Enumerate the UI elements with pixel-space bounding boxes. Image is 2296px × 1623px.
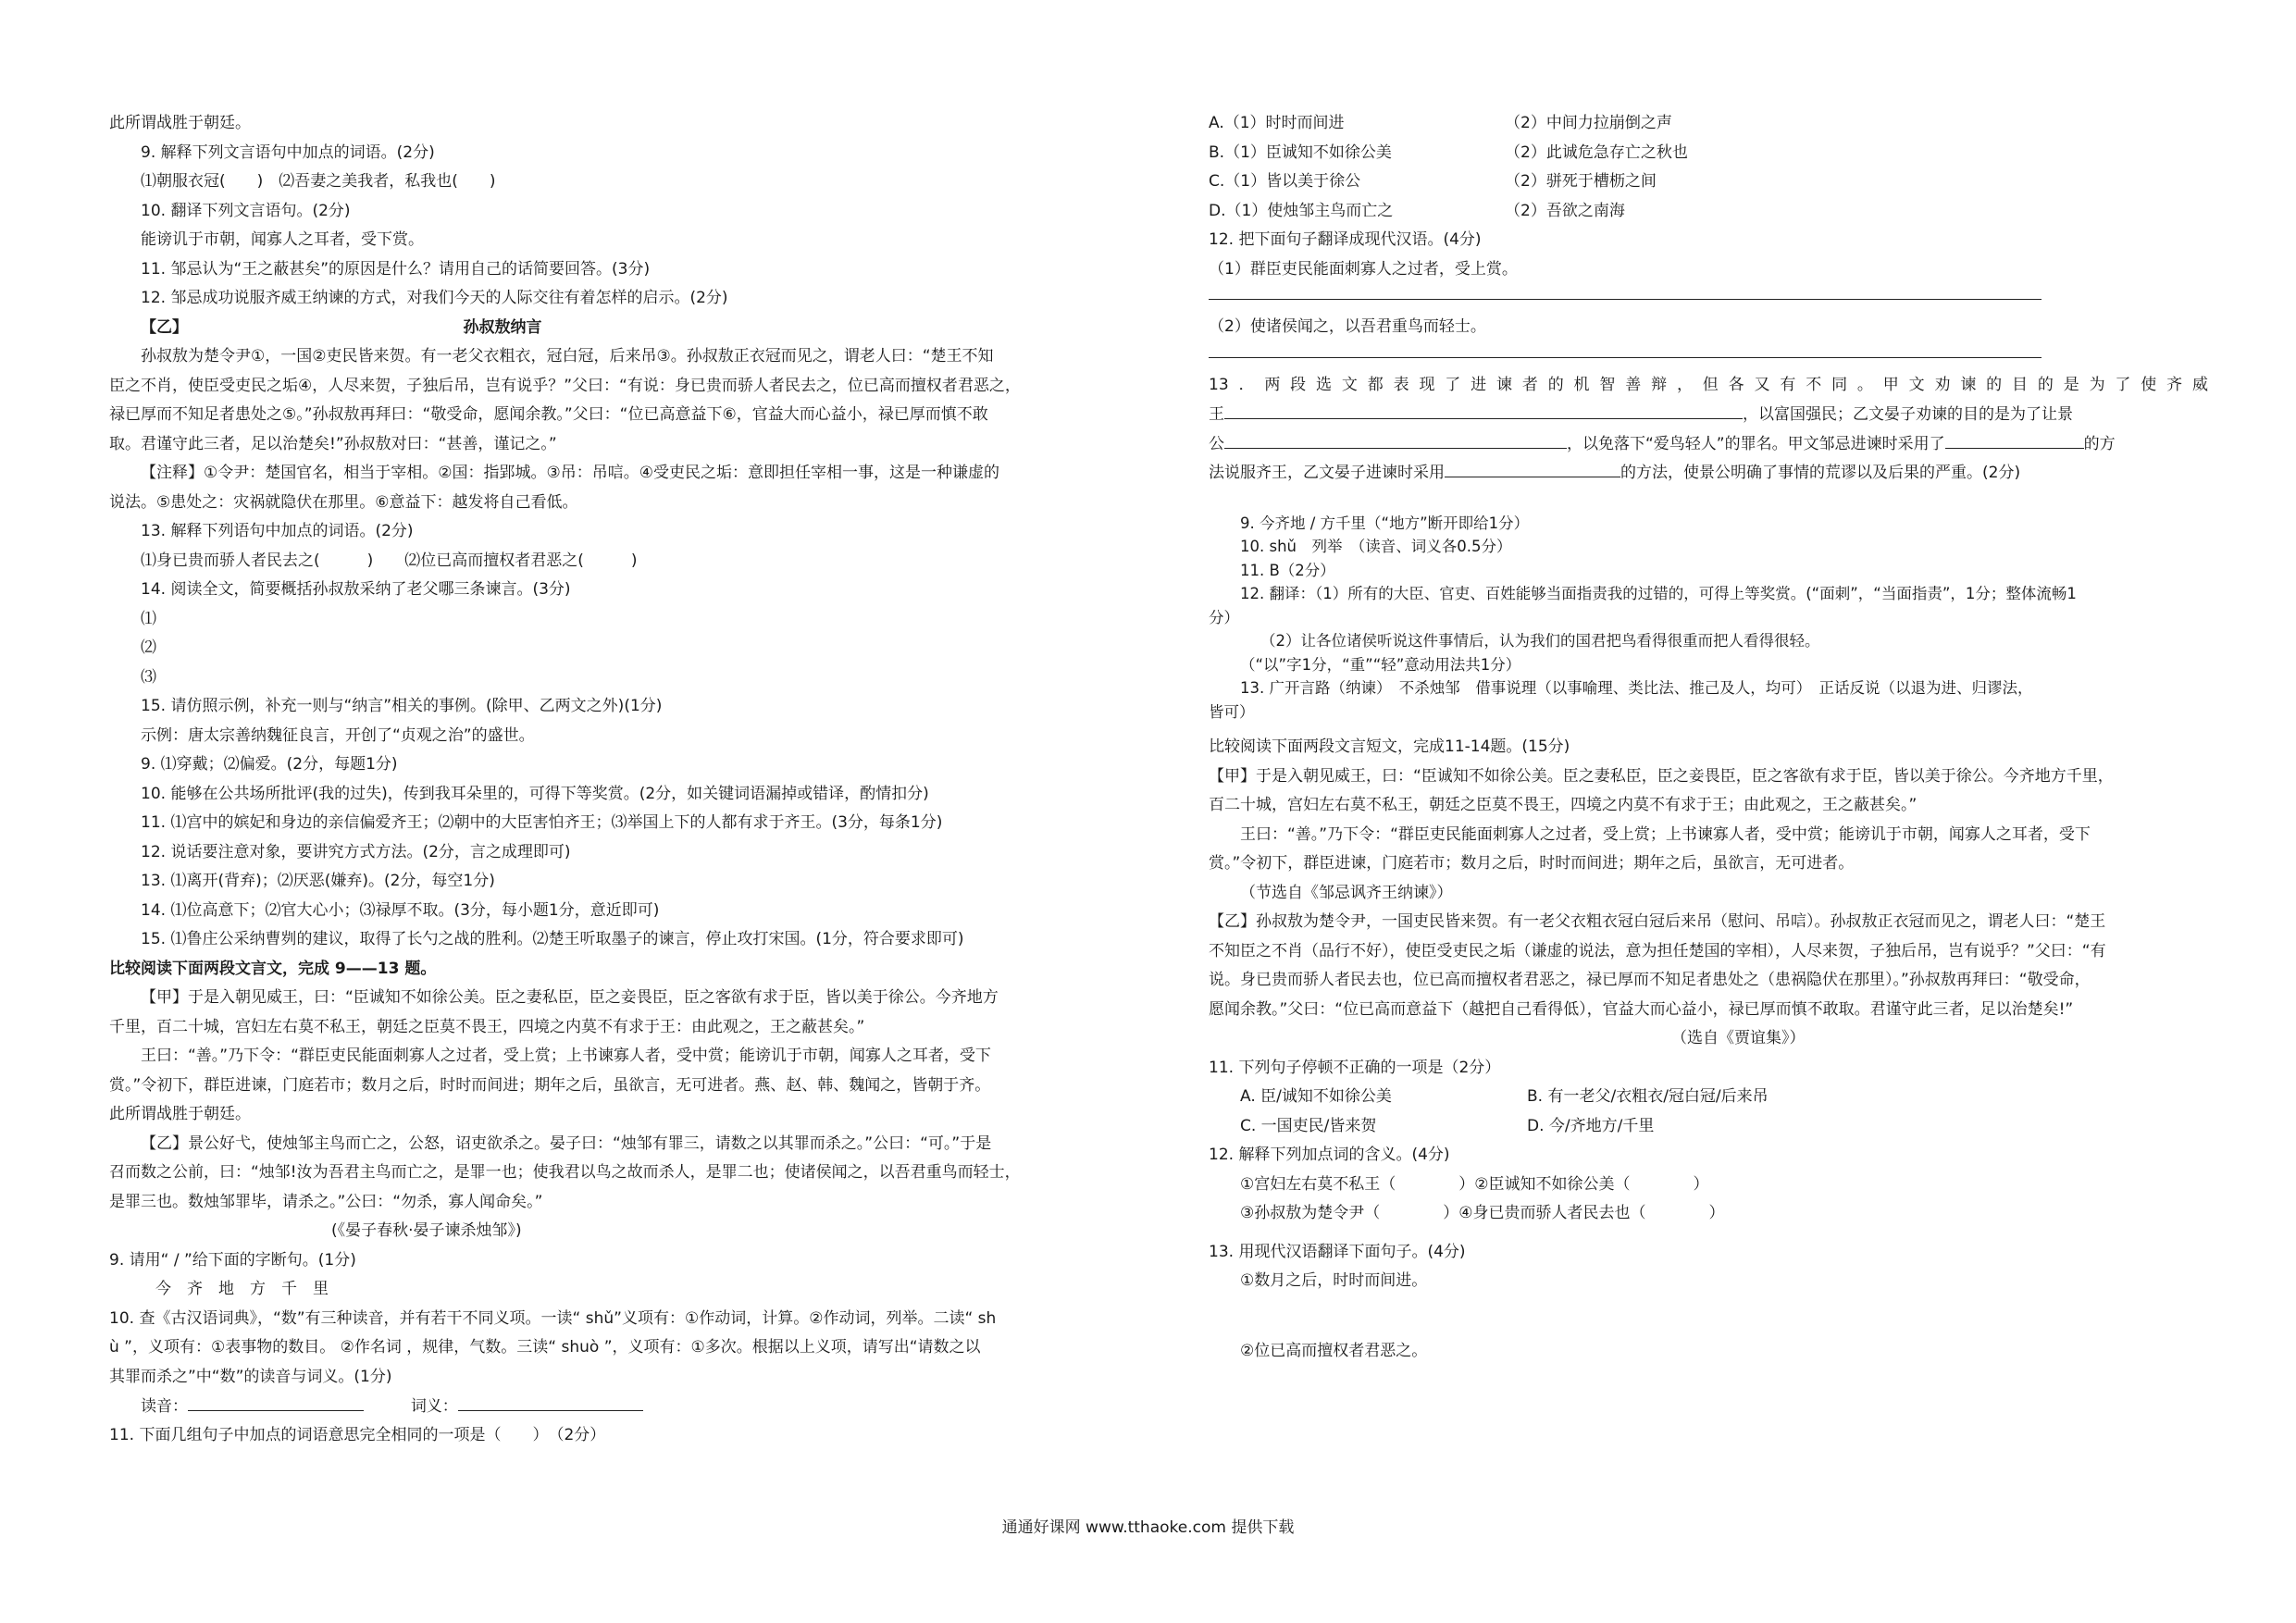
- answer-line: 13. ⑴离开(背弃)；⑵厌恶(嫌弃)。(2分，每空1分): [141, 872, 495, 890]
- passage-line: 是罪三也。数烛邹罪毕，请杀之。”公曰：“勿杀，寡人闻命矣。”: [109, 1192, 543, 1211]
- passage-line: 【甲】于是入朝见威王，曰：“臣诚知不如徐公美。臣之妻私臣，臣之妾畏臣，臣之客欲有求于臣，皆以美于徐公。今齐地方千里，: [1209, 766, 2114, 786]
- answer-slot: ⑶: [141, 667, 156, 687]
- answer-line: 12. 说话要注意对象，要讲究方式方法。(2分，言之成理即可): [141, 842, 571, 861]
- passage-line: 赏。”令初下，群臣进谏，门庭若市；数月之后，时时而间进；期年之后，虽欲言，无可进者。燕、赵、韩、魏闻之，皆朝于齐。: [109, 1075, 991, 1095]
- question-12c: 12. 把下面句子翻译成现代汉语。(4分): [1209, 230, 1482, 249]
- q13d-item-2: ②位已高而擅权者君恶之。: [1240, 1341, 1428, 1360]
- option-row: A. 臣/诚知不如徐公美 B. 有一老父/衣粗衣/冠白冠/后来吊: [1240, 1087, 1769, 1106]
- source-line: (《晏子春秋·晏子谏杀烛邹》): [331, 1221, 522, 1240]
- passage-line: 赏。”令初下，群臣进谏，门庭若市；数月之后，时时而间进；期年之后，虽欲言，无可进者。: [1209, 854, 1855, 873]
- q13-line-2: 王 ，以富国强民；乙文晏子劝谏的目的是为了让景: [1209, 400, 2208, 429]
- question-10b-line: ù ”，义项有：①表事物的数目。 ②作名词 ，规律，气数。三读“ shuò ”，义项有：①多次。根据以上义项，请写出“请数之以: [109, 1338, 981, 1357]
- answer-line: 10. 能够在公共场所批评(我的过失)，传到我耳朵里的，可得下等奖赏。(2分，如关键词语漏掉或错译，酌情扣分): [141, 784, 929, 803]
- question-11b: 11. 下面几组句子中加点的词语意思完全相同的一项是（ ） （2分）: [109, 1425, 606, 1444]
- source-line: （节选自《邹忌讽齐王纳谏》）: [1240, 883, 1453, 902]
- notes-line: 说法。⑤患处之：灾祸就隐伏在那里。⑥意益下：越发将自己看低。: [109, 492, 578, 512]
- answer-line: 皆可）: [1209, 702, 1255, 721]
- passage-line: 孙叔敖为楚令尹①，一国②吏民皆来贺。有一老父衣粗衣，冠白冠，后来吊③。孙叔敖正衣冠而见之，谓老人曰：“楚王不知: [141, 347, 994, 365]
- q13-line-3: 公 ，以免落下“爱鸟轻人”的罪名。甲文邹忌进谏时采用了 的方: [1209, 429, 2208, 459]
- answer-line: （2）让各位诸侯听说这件事情后，认为我们的国君把鸟看得很重而把人看得很轻。: [1260, 632, 1820, 650]
- answer-line: 14. ⑴位高意下；⑵官大心小；⑶禄厚不取。(3分，每小题1分，意近即可): [141, 900, 660, 920]
- question-9-items: ⑴朝服衣冠( ) ⑵吾妻之美我者，私我也( ): [141, 172, 496, 191]
- blank-3[interactable]: [1945, 429, 2084, 449]
- passage-line: 不知臣之不肖（品行不好），使臣受吏民之垢（谦虚的说法，意为担任楚国的宰相），人尽来贺，子独后吊，岂有说乎？”父曰：“有: [1209, 941, 2106, 960]
- meaning-label: 词义：: [410, 1397, 458, 1416]
- passage-line: 王曰：“善。”乃下令：“群臣吏民能面刺寡人之过者，受上赏；上书谏寡人者，受中赏；能谤讥于市朝，闻寡人之耳者，受下: [1240, 824, 2091, 844]
- q13-line-4: 法说服齐王，乙文晏子进谏时采用 的方法，使景公明确了事情的荒谬以及后果的严重。(2分): [1209, 458, 2208, 488]
- question-13: 13. 解释下列语句中加点的词语。(2分): [141, 522, 414, 540]
- passage-line: 【甲】于是入朝见威王，曰：“臣诚知不如徐公美。臣之妻私臣，臣之妾畏臣，臣之客欲有求于臣，皆以美于徐公。今齐地方: [141, 988, 999, 1007]
- passage-line: 禄已厚而不知足者患处之⑤。”孙叔敖再拜曰：“敬受命，愿闻余教。”父曰：“位已高意益下⑥，官益大而心益小，禄已厚而慎不敢: [109, 405, 988, 424]
- question-9b: 9. 请用“ / ”给下面的字断句。(1分): [109, 1250, 356, 1270]
- question-12d: 12. 解释下列加点词的含义。(4分): [1209, 1146, 1450, 1164]
- left-column: [109, 109, 1107, 1450]
- answer-key: [1209, 512, 2208, 725]
- sentence-to-punctuate: 今 齐 地 方 千 里: [155, 1280, 329, 1298]
- question-13c: 13．两段选文都表现了进谏者的机智善辩，但各又有不同。甲文劝谏的目的是为了使齐威: [1209, 375, 2208, 394]
- answer-slot: ⑵: [141, 638, 156, 657]
- answer-line: 13. 广开言路（纳谏） 不杀烛邹 借事说理（以事喻理、类比法、推己及人，均可） 正话反说（以退为进、归谬法，: [1240, 679, 2033, 697]
- passage-line: 百二十城，宫妇左右莫不私王，朝廷之臣莫不畏王，四境之内莫不有求于王；由此观之，王之蔽甚矣。”: [1209, 796, 1917, 814]
- q12-item-1: （1）群臣吏民能面刺寡人之过者，受上赏。: [1209, 259, 1518, 279]
- answer-line: 9. 今齐地 / 方千里（“地方”断开即给1分）: [1240, 514, 1530, 532]
- passage-line: 千里，百二十城，宫妇左右莫不私王，朝廷之臣莫不畏王，四境之内莫不有求于王：由此观之，王之蔽甚矣。”: [109, 1017, 865, 1036]
- q12-item-2: （2）使诸侯闻之，以吾君重鸟而轻士。: [1209, 317, 1486, 336]
- passage-title: 【乙】 孙叔敖纳言: [141, 317, 542, 337]
- passage-line: 此所谓战胜于朝廷。: [109, 1105, 251, 1123]
- answer-slot: ⑴: [141, 609, 156, 628]
- answer-line: 10. shǔ 列举 （读音、词义各0.5分）: [1240, 538, 1512, 555]
- passage-line: 【乙】孙叔敖为楚令尹，一国吏民皆来贺。有一老父衣粗衣冠白冠后来吊（慰问、吊唁）。孙叔敖正衣冠而见之，谓老人曰：“楚王: [1209, 912, 2106, 931]
- source-line: （选自《贾谊集》）: [1671, 1029, 1806, 1047]
- passage-line: 说。身已贵而骄人者民去也，位已高而擅权者君恶之，禄已厚而不知足者患处之（患祸隐伏在那里）。”孙叔敖再拜曰：“敬受命，: [1209, 971, 2091, 989]
- question-10b: 10. 查《古汉语词典》，“数”有三种读音，并有若干不同义项。一读“ shǔ”义项有：①作动词，计算。②作动词，列举。二读“ sh: [109, 1308, 997, 1328]
- pronunciation-blank[interactable]: [188, 1392, 364, 1411]
- text-line: 此所谓战胜于朝廷。: [109, 114, 251, 132]
- answer-line: （“以”字1分，“重”“轻”意动用法共1分）: [1240, 655, 1521, 674]
- blank-1[interactable]: [1224, 400, 1743, 419]
- q13d-item-1: ①数月之后，时时而间进。: [1240, 1271, 1428, 1290]
- answer-line: 15. ⑴鲁庄公采纳曹刿的建议，取得了长勺之战的胜利。⑵楚王听取墨子的谏言，停止攻打宋国。(1分，符合要求即可): [141, 930, 964, 948]
- answer-line: 12. 翻译：（1）所有的大臣、官吏、百姓能够当面指责我的过错的，可得上等奖赏。(“面刺”，“当面指责”，1分；整体流畅1: [1240, 585, 2077, 602]
- passage-line: 愿闻余教。”父曰：“位已高而意益下（越把自己看得低），官益大而心益小，禄已厚而慎不敢取。君谨守此三者，足以治楚矣!”: [1209, 999, 2074, 1019]
- answer-line-blank[interactable]: [1209, 284, 2042, 300]
- passage-line: 王曰：“善。”乃下令：“群臣吏民能面刺寡人之过者，受上赏；上书谏寡人者，受中赏；能谤讥于市朝，闻寡人之耳者，受下: [141, 1047, 991, 1065]
- q12d-items: ③孙叔敖为楚令尹（ ）④身已贵而骄人者民去也（ ）: [1240, 1204, 1725, 1222]
- answer-line: 分）: [1209, 608, 1239, 626]
- blank-2[interactable]: [1224, 429, 1567, 449]
- pronunciation-label: 读音：: [141, 1397, 188, 1416]
- option-row: D.（1）使烛邹主鸟而亡之 （2）吾欲之南海: [1209, 201, 1625, 220]
- passage-line: 臣之不肖，使臣受吏民之垢④，人尽来贺，子独后吊，岂有说乎？”父曰：“有说：身已贵而骄人者民去之，位已高而擅权者君恶之，: [109, 376, 1021, 395]
- meaning-blank[interactable]: [458, 1392, 643, 1411]
- right-column: [1209, 109, 2208, 1366]
- q12d-items: ①宫妇左右莫不私王（ ）②臣诚知不如徐公美（ ）: [1240, 1174, 1709, 1194]
- page-footer: 通通好课网 www.tthaoke.com 提供下载: [1001, 1518, 1295, 1537]
- option-row: A.（1）时时而间进 （2）中间力拉崩倒之声: [1209, 114, 1672, 132]
- option-row: B.（1）臣诚知不如徐公美 （2）此诚危急存亡之秋也: [1209, 142, 1688, 162]
- answer-line-blank[interactable]: [1209, 342, 2042, 358]
- question-11c: 11. 下列句子停顿不正确的一项是（2分）: [1209, 1058, 1501, 1077]
- question-9: 9. 解释下列文言语句中加点的词语。(2分): [141, 142, 435, 162]
- example-line: 示例：唐太宗善纳魏征良言，开创了“贞观之治”的盛世。: [141, 725, 535, 745]
- answer-fields: [109, 1392, 1107, 1421]
- question-14: 14. 阅读全文，简要概括孙叔敖采纳了老父哪三条谏言。(3分): [141, 580, 571, 599]
- answer-line: 9. ⑴穿戴；⑵偏爱。(2分，每题1分): [141, 755, 398, 774]
- passage-line: 召而数之公前，曰：“烛邹!汝为吾君主鸟而亡之，是罪一也；使我君以鸟之故而杀人，是罪二也；使诸侯闻之，以吾君重鸟而轻士，: [109, 1163, 1021, 1182]
- option-row: C. 一国吏民/皆来贺 D. 今/齐地方/千里: [1240, 1116, 1655, 1135]
- section-heading: 比较阅读下面两段文言文，完成 9——13 题。: [109, 959, 437, 978]
- option-row: C.（1）皆以美于徐公 （2）骈死于槽枥之间: [1209, 172, 1657, 191]
- notes-line: 【注释】①令尹：楚国官名，相当于宰相。②国：指郢城。③吊：吊唁。④受吏民之垢：意即担任宰相一事，这是一种谦虚的: [141, 464, 999, 482]
- blank-4[interactable]: [1445, 458, 1620, 477]
- question-13d: 13. 用现代汉语翻译下面句子。(4分): [1209, 1242, 1466, 1261]
- question-12: 12. 邹忌成功说服齐威王纳谏的方式，对我们今天的人际交往有着怎样的启示。(2分): [141, 289, 728, 307]
- section-heading: 比较阅读下面两段文言短文，完成11-14题。(15分): [1209, 737, 1570, 756]
- passage-line: 【乙】景公好弋，使烛邹主鸟而亡之，公怒，诏吏欲杀之。晏子曰：“烛邹有罪三，请数之以其罪而杀之。”公曰：“可。”于是: [141, 1134, 992, 1153]
- question-10: 10. 翻译下列文言语句。(2分): [141, 201, 351, 220]
- question-11: 11. 邹忌认为“王之蔽甚矣”的原因是什么？请用自己的话简要回答。(3分): [141, 259, 651, 279]
- question-15: 15. 请仿照示例，补充一则与“纳言”相关的事例。(除甲、乙两文之外)(1分): [141, 697, 663, 715]
- text-line: 能谤讥于市朝，闻寡人之耳者，受下赏。: [141, 230, 424, 249]
- answer-line: 11. ⑴宫中的嫔妃和身边的亲信偏爱齐王；⑵朝中的大臣害怕齐王；⑶举国上下的人都有求于齐王。(3分，每条1分): [141, 813, 943, 832]
- question-10b-line: 其罪而杀之”中“数”的读音与词义。(1分): [109, 1367, 392, 1386]
- answer-line: 11. B（2分）: [1240, 561, 1335, 579]
- passage-line: 取。君谨守此三者，足以治楚矣!”孙叔敖对曰：“甚善，谨记之。”: [109, 434, 557, 453]
- question-13-items: ⑴身已贵而骄人者民去之( ) ⑵位已高而擅权者君恶之( ): [141, 551, 638, 570]
